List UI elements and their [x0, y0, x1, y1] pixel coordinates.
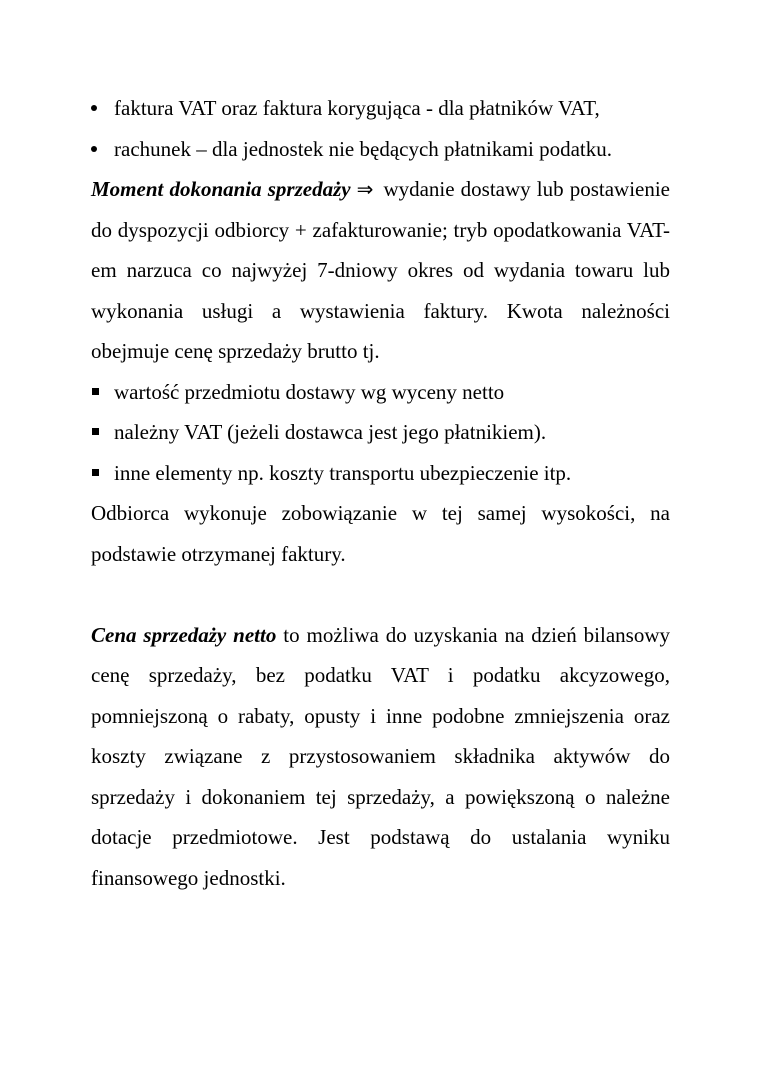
list-item [91, 412, 670, 453]
cena-term: Cena sprzedaży netto [91, 622, 277, 647]
list-item [91, 129, 670, 170]
list-item-text: wartość przedmiotu dostawy wg wyceny netto [114, 379, 505, 404]
list-item-text: należny VAT (jeżeli dostawca jest jego płatnikiem). [114, 420, 547, 444]
list-item-text: rachunek – dla jednostek nie będących płatnikami podatku. [114, 136, 613, 161]
moment-text: wydanie dostawy lub postawienie do dyspozycji odbiorcy + zafakturowanie; tryb opodatkowania VAT-em narzuca co najwyżej 7-dniowy okres od wydania towaru lub wykonania usługi a wystawienia faktury. Kwota należności obejmuje cenę sprzedaży brutto tj. [91, 177, 670, 363]
square-bullet-icon [92, 469, 99, 476]
document-page [91, 88, 670, 898]
list-item [91, 453, 670, 494]
paragraph-spacer [91, 574, 670, 615]
cena-paragraph [91, 615, 670, 899]
bullet-icon [91, 105, 97, 111]
square-bullet-icon [92, 388, 99, 395]
bullet-icon [91, 146, 97, 152]
list-item-text: faktura VAT oraz faktura korygująca - dla płatników VAT, [114, 96, 600, 120]
list-item [91, 88, 670, 129]
implies-arrow-icon: ⇒ [356, 177, 374, 201]
moment-term: Moment dokonania sprzedaży [91, 177, 351, 201]
odbiorca-paragraph: Odbiorca wykonuje zobowiązanie w tej samej wysokości, na podstawie otrzymanej faktury. [91, 501, 670, 566]
list-item [91, 372, 670, 413]
moment-paragraph [91, 169, 670, 372]
square-bullet-icon [92, 428, 99, 435]
list-item-text: inne elementy np. koszty transportu ubezpieczenie itp. [114, 460, 572, 485]
cena-text: to możliwa do uzyskania na dzień bilansowy cenę sprzedaży, bez podatku VAT i podatku akcyzowego, pomniejszoną o rabaty, opusty i inne podobne zmniejszenia oraz koszty związane z przystosowaniem składnika aktywów do sprzedaży i dokonaniem tej sprzedaży, a powiększoną o należne dotacje przedmiotowe. Jest podstawą do ustalania wyniku finansowego jednostki. [91, 622, 670, 890]
